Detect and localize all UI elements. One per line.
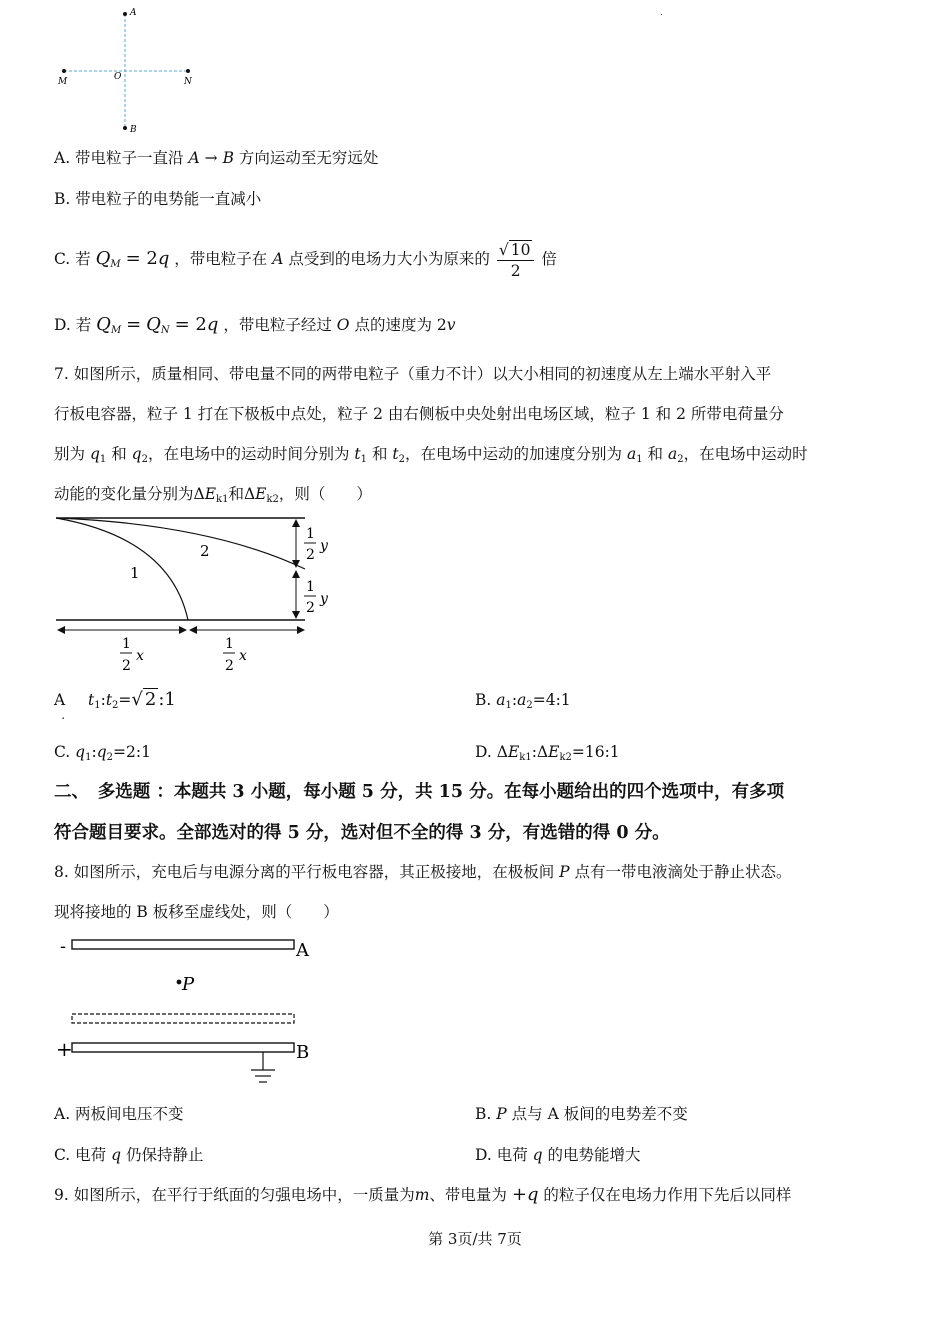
q7-a-ratio: :1 (158, 689, 176, 710)
q7-e1: E (204, 485, 217, 503)
q7-a-dot: . (61, 708, 66, 722)
q7-option-c[interactable]: C. $q_1:q_2=2:1$ (54, 743, 151, 763)
q6-c-sqrt: 10 (510, 240, 531, 259)
q7-l3-b: ，在电场中的运动时间分别为 (147, 445, 350, 463)
q7-d-ratio: =16:1 (571, 743, 620, 761)
q7-l4-b: ，则（ ） (278, 485, 372, 503)
half-y-num-2: 1 (306, 579, 315, 595)
q7-stem-line4: 动能的变化量分别为$\Delta E_{k1}$和$\Delta E_{k2}$，则（ ） (54, 485, 372, 505)
q7-and4: 和 (228, 485, 244, 503)
q6-d-mid2: 点的速度为 2 (354, 316, 447, 334)
q7-a1-sub: 1 (636, 454, 643, 465)
q7-c-ratio: =2:1 (113, 743, 151, 761)
q6-d-mid: ，带电粒子经过 (223, 316, 332, 334)
curve-label-2: 2 (200, 542, 210, 560)
q6-d-sub2: N (160, 325, 170, 336)
q7-a-sqrt: 2 (144, 689, 157, 710)
x-label-2: x (239, 648, 247, 664)
q6-figure (50, 0, 210, 140)
q8-l1-p: P (559, 863, 570, 881)
q8-b-b: 点与 A 板间的电势差不变 (511, 1105, 688, 1123)
point-p (177, 980, 182, 985)
q7-d-e2: E (548, 743, 560, 761)
q7-c-q2-sub: 2 (106, 752, 114, 763)
q8-c-a: C. 电荷 (54, 1146, 107, 1164)
q7-a-label: A (54, 691, 66, 709)
y-label-1: y (320, 538, 328, 554)
q7-and3: 和 (647, 445, 664, 463)
label-n: N (184, 77, 192, 87)
q6-c-mid2: 点受到的电场力大小为原来的 (288, 250, 490, 268)
q7-l3-c: ，在电场中运动的加速度分别为 (405, 445, 623, 463)
q6-d-charge: q (206, 314, 219, 335)
q7-q1: q (89, 445, 100, 463)
q8-d-b: 的电势能增大 (547, 1146, 641, 1164)
minus-sign: - (60, 936, 67, 957)
q7-and2: 和 (371, 445, 388, 463)
q7-t2: t (392, 445, 399, 463)
q7-a1: a (626, 445, 637, 463)
q7-b-ratio: =4:1 (532, 691, 571, 709)
plate-a-label: A (296, 940, 309, 961)
q8-c-b: 仍保持静止 (125, 1146, 204, 1164)
q8-option-a[interactable]: A. 两板间电压不变 (54, 1105, 184, 1123)
x-label-1: x (136, 648, 144, 664)
q6-c-mid: ，带电粒子在 (174, 250, 268, 268)
q6-d-sub1: M (110, 325, 122, 336)
q7-a-t1-sub: 1 (94, 700, 101, 711)
q6-a-suffix: 方向运动至无穷远处 (238, 149, 379, 167)
q8-c-q: q (111, 1146, 122, 1164)
q7-l3-a: 别为 (54, 445, 86, 463)
label-a: A (130, 8, 137, 18)
q6-option-d[interactable] (54, 313, 456, 343)
q7-t1: t (354, 445, 361, 463)
q6-d-point: O (336, 316, 350, 334)
q7-e2-sub: k2 (266, 494, 279, 505)
q6-a-from: A (188, 149, 200, 167)
q8-d-q: q (532, 1146, 543, 1164)
q9-l1-c: 的粒子仅在电场力作用下先后以同样 (543, 1186, 792, 1204)
q9-stem-line1 (54, 1183, 791, 1207)
q6-c-suffix: 倍 (541, 250, 557, 268)
arrow-icon: → (204, 149, 218, 167)
q6-c-den: 2 (510, 261, 521, 280)
q7-figure (50, 508, 350, 683)
half-x-num-1: 1 (122, 636, 131, 652)
label-b: B (130, 125, 137, 135)
q7-q2: q (131, 445, 142, 463)
q6-c-point: A (272, 250, 284, 268)
q7-stem-line2: 行板电容器，粒子 1 打在下极板中点处，粒子 2 由右侧板中央处射出电场区域，粒子 1 和 2 所带电荷量分 (54, 405, 784, 423)
q6-c-prefix: C. 若 (54, 250, 91, 268)
q7-a2-sub: 2 (677, 454, 684, 465)
q7-option-a[interactable]: $A_.$ $t_1:t_2=√$ 2 :1 (54, 689, 176, 722)
q7-a-colon: : (100, 691, 106, 709)
q8-figure (50, 930, 340, 1095)
q7-b-a1: a (496, 691, 506, 709)
q6-c-sub: M (110, 259, 121, 270)
q8-b-a: B. (475, 1105, 492, 1123)
q6-d-prefix: D. 若 (54, 316, 92, 334)
half-y-den-1: 2 (306, 547, 315, 563)
half-x-den-1: 2 (122, 658, 131, 674)
q6-c-charge: q (157, 248, 170, 269)
plus-sign: + (56, 1037, 73, 1061)
q6-a-prefix: A. 带电粒子一直沿 (54, 149, 184, 167)
label-m: M (58, 77, 68, 87)
q7-b-label: B. (475, 691, 497, 709)
trajectory-2 (56, 518, 305, 569)
trajectory-1 (56, 518, 188, 620)
q8-l1-a: 8. 如图所示，充电后与电源分离的平行板电容器，其正极接地，在极板间 (54, 863, 555, 881)
half-x-den-2: 2 (225, 658, 234, 674)
plate-b-label: B (296, 1042, 310, 1063)
q7-e2: E (255, 485, 267, 503)
q7-c-q1-sub: 1 (85, 752, 92, 763)
q7-q1-sub: 1 (99, 454, 107, 465)
q7-d-e2-sub: k2 (559, 752, 572, 763)
section2-heading-line2: 符合题目要求。全部选对的得 5 分，选对但不全的得 3 分，有选错的得 0 分。 (54, 823, 670, 843)
q7-stem-line3 (54, 442, 808, 472)
q8-option-c[interactable] (54, 1143, 204, 1167)
q7-c-label: C. (54, 743, 76, 761)
q6-d-q2: Q (146, 314, 161, 335)
q6-d-eq2: = 2 (174, 314, 207, 335)
q7-a-t2: t (105, 691, 113, 709)
q9-l1-a: 9. 如图所示，在平行于纸面的匀强电场中，一质量为 (54, 1186, 415, 1204)
q7-t1-sub: 1 (360, 454, 368, 465)
q8-d-a: D. 电荷 (475, 1146, 528, 1164)
ground-icon (251, 1070, 275, 1082)
q7-e1-sub: k1 (216, 494, 229, 505)
q6-option-c[interactable] (54, 236, 557, 288)
q7-d-label: D. Δ (475, 743, 508, 761)
q6-b-text: B. 带电粒子的电势能一直减小 (54, 190, 262, 208)
q6-d-v: v (446, 316, 456, 334)
q8-option-b[interactable] (475, 1102, 688, 1126)
q6-d-q1: Q (96, 314, 111, 335)
q7-option-d[interactable]: D. $\Delta E_{k1}:\Delta E_{k2}=16:1$ (475, 743, 620, 763)
q8-stem-line2: 现将接地的 B 板移至虚线处，则（ ） (54, 903, 339, 921)
q8-option-d[interactable] (475, 1143, 641, 1167)
q7-l4-a: 动能的变化量分别为Δ (54, 485, 205, 503)
point-m (62, 69, 66, 73)
q7-d-e1-sub: k1 (519, 752, 532, 763)
q6-option-b[interactable] (54, 187, 261, 211)
q7-a-t1: t (87, 691, 95, 709)
q7-b-a1-sub: 1 (505, 700, 512, 711)
q8-stem-line1 (54, 860, 792, 884)
q7-d-e1: E (507, 743, 520, 761)
q6-c-q: Q (95, 248, 111, 269)
q7-and1: 和 (111, 445, 127, 463)
section2-heading-line1: 二、 多选题 ：本题共 3 小题，每小题 5 分，共 15 分。在每小题给出的四个选项中，有多项 (54, 782, 785, 802)
half-x-num-2: 1 (225, 636, 234, 652)
q7-t2-sub: 2 (398, 454, 406, 465)
y-label-2: y (320, 591, 328, 607)
page-footer: 第 3页/共 7页 (428, 1230, 522, 1248)
point-a (123, 12, 127, 16)
q6-a-to: B (222, 149, 234, 167)
q7-a2: a (668, 445, 678, 463)
q7-q2-sub: 2 (141, 454, 148, 465)
q9-m: m (414, 1186, 430, 1204)
plate-b (72, 1043, 294, 1052)
q7-c-q2: q (96, 743, 107, 761)
half-y-den-2: 2 (306, 600, 315, 616)
point-n (186, 69, 190, 73)
q7-a-t2-sub: 2 (112, 700, 119, 711)
q7-stem-line1: 7. 如图所示，质量相同、带电量不同的两带电粒子（重力不计）以大小相同的初速度从左上端水平射入平 (54, 365, 772, 383)
half-y-num-1: 1 (306, 526, 315, 542)
q7-l3-d: ，在电场中运动时 (683, 445, 808, 463)
point-p-label: P (182, 974, 195, 995)
q7-option-b[interactable]: B. $a_1:a_2=4:1$ (475, 691, 571, 711)
q6-c-fraction: $\frac{√ 10}{2}$ (497, 240, 535, 281)
q7-c-q1: q (75, 743, 86, 761)
q9-l1-b: 、带电量为 (429, 1186, 507, 1204)
label-o: O (114, 72, 122, 82)
q9-plusq: +q (511, 1184, 539, 1205)
q8-l1-b: 点有一带电液滴处于静止状态。 (574, 863, 792, 881)
q7-b-a2: a (517, 691, 527, 709)
q7-b-a2-sub: 2 (526, 700, 533, 711)
q6-option-a[interactable] (54, 146, 378, 170)
q6-c-eq: = 2 (125, 248, 158, 269)
point-b (123, 126, 127, 130)
curve-label-1: 1 (130, 564, 140, 582)
q8-b-p: P (496, 1105, 507, 1123)
plate-a (72, 940, 294, 949)
dashed-plate (72, 1014, 294, 1023)
q6-d-eq1: = (126, 314, 142, 335)
